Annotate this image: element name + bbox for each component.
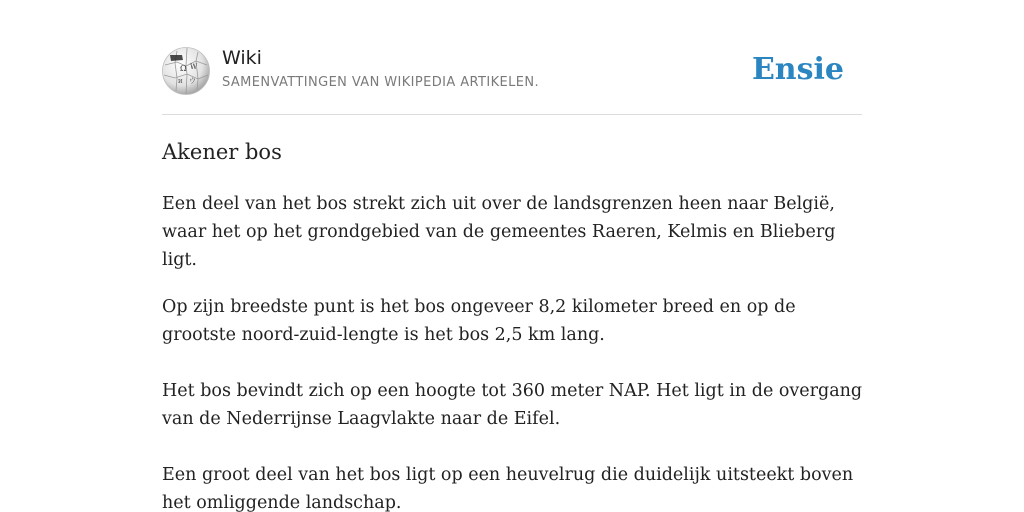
article-title: Akener bos [162, 140, 282, 164]
site-tagline: SAMENVATTINGEN VAN WIKIPEDIA ARTIKELEN. [222, 75, 540, 90]
brand-logo-link[interactable]: Ensie [751, 52, 844, 87]
site-header [162, 44, 862, 115]
svg-text:ウ: ウ [189, 77, 196, 85]
article-content [162, 136, 868, 512]
svg-text:и: и [178, 77, 183, 85]
svg-text:Ω: Ω [180, 64, 187, 73]
site-name[interactable]: Wiki [222, 47, 262, 69]
wikipedia-globe-icon[interactable] [162, 47, 210, 95]
svg-text:W: W [190, 63, 198, 71]
article-paragraph: Een deel van het bos strekt zich uit over de landsgrenzen heen naar België, waar het op het grondgebied van de gemeentes Raeren, Kelmis en Blieberg ligt. [162, 194, 836, 270]
article-paragraph: Op zijn breedste punt is het bos ongeveer 8,2 kilometer breed en op de grootste noord-zuid-lengte is het bos 2,5 km lang. Het bos bevindt zich op een hoogte tot 360 meter NAP. Het ligt in de overgang van de Nederrijnse Laagvlakte naar de Eifel. Een groot deel van het bos ligt op een heuvelrug die duidelijk uitsteekt boven het omliggende landschap. [162, 297, 863, 512]
